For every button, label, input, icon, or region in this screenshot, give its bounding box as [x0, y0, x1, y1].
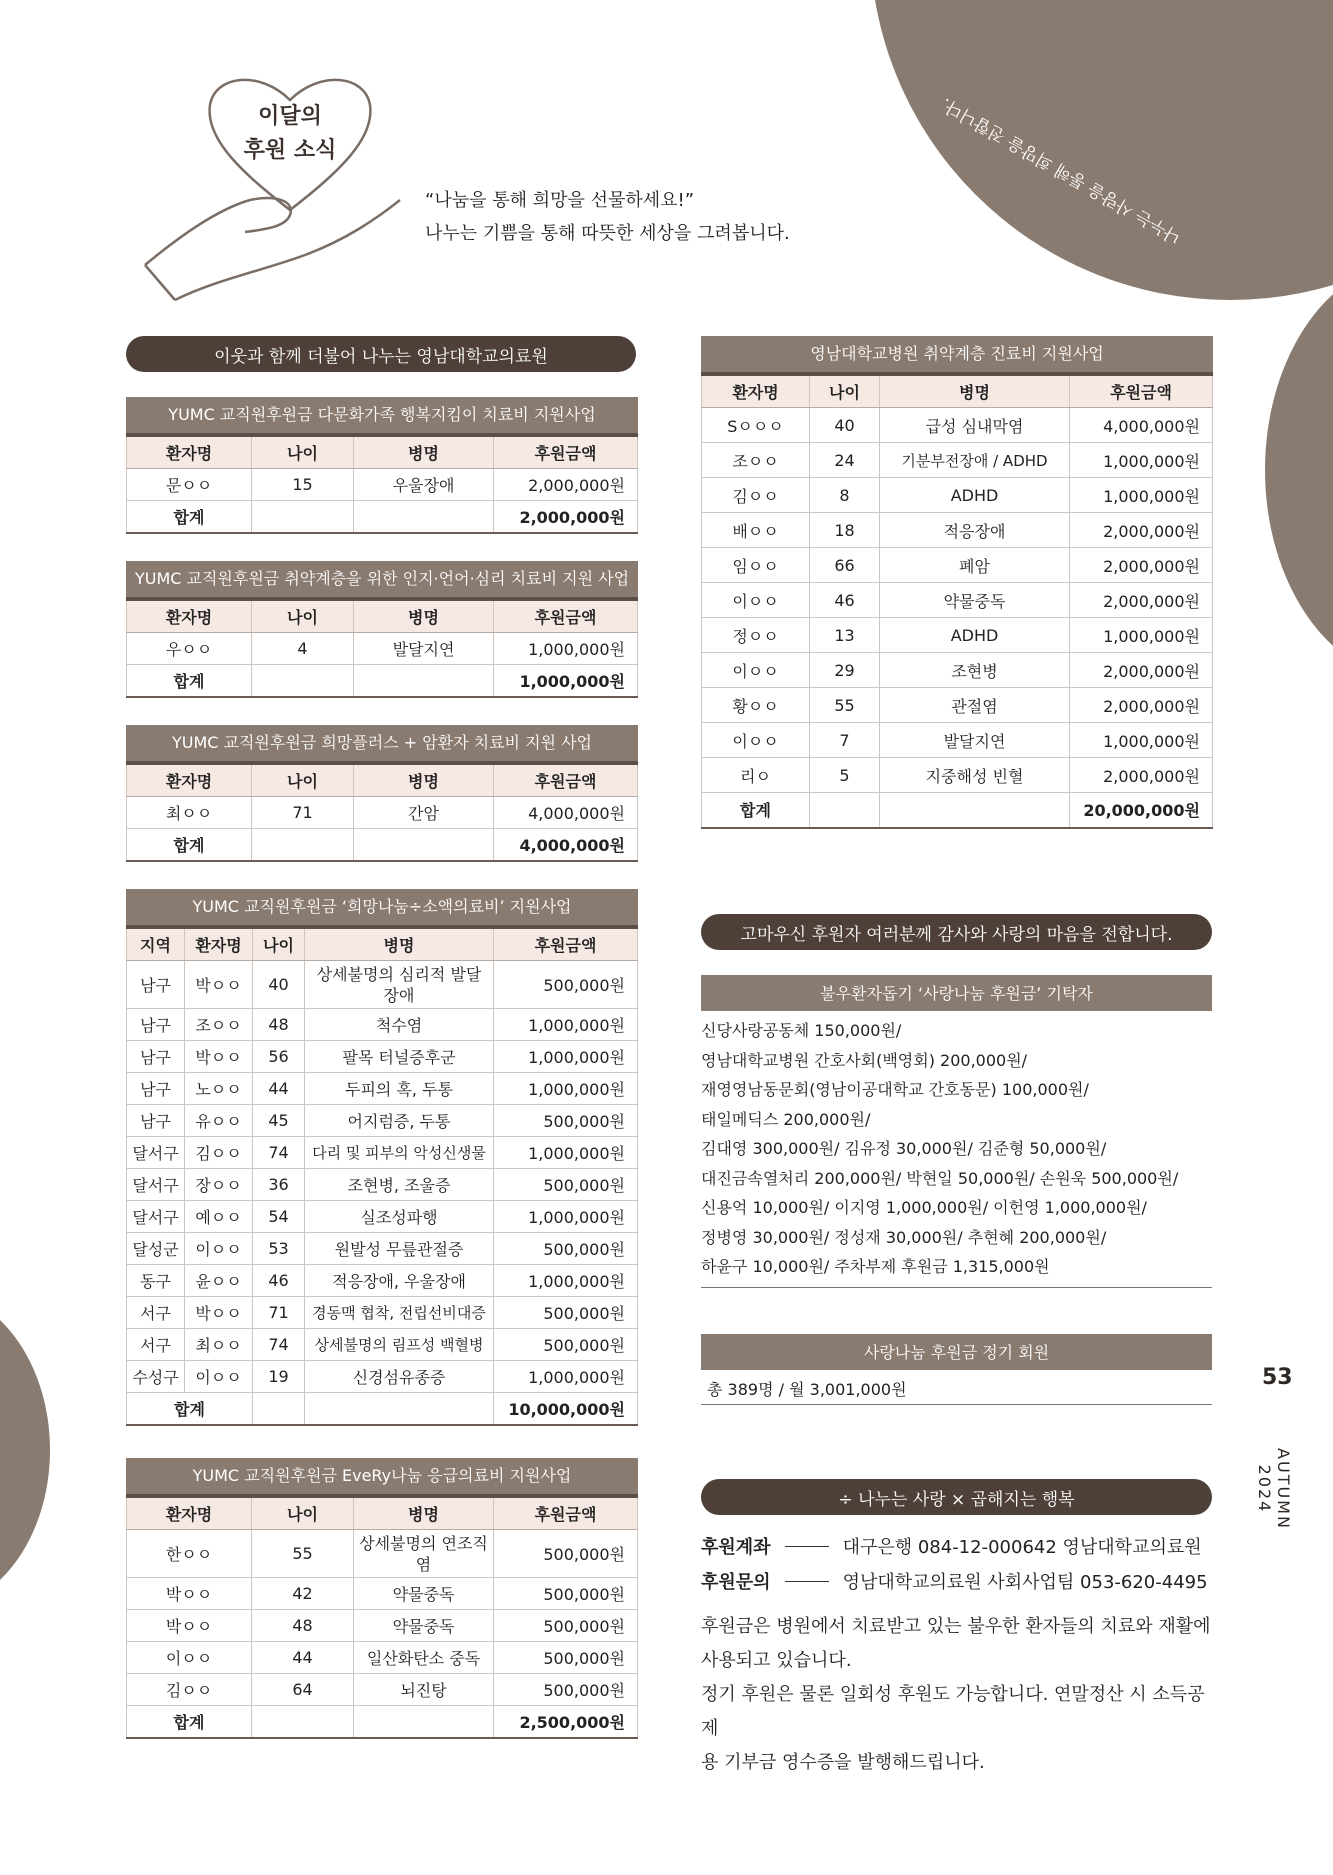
thanks-banner: 고마우신 후원자 여러분께 감사와 사랑의 마음을 전합니다.: [701, 914, 1212, 950]
diagnosis: 척수염: [305, 1009, 494, 1041]
diagnosis: 급성 심내막염: [880, 408, 1070, 443]
patient-age: 13: [810, 618, 880, 653]
total-row: [127, 829, 638, 862]
table-row: [127, 961, 638, 1009]
amount: 500,000원: [494, 961, 638, 1009]
table-multicultural: [126, 397, 638, 534]
table-cognitive-therapy: [126, 561, 638, 698]
table-vulnerable-medical-cost: [701, 336, 1213, 829]
patient-name: 우ㅇㅇ: [127, 633, 252, 665]
amount: 1,000,000원: [494, 1041, 638, 1073]
table-cancer-support: [126, 725, 638, 862]
table-title: YUMC 교직원후원금 ‘희망나눔÷소액의료비’ 지원사업: [126, 889, 638, 927]
list-item: 신당사랑공동체 150,000원/: [701, 1021, 902, 1040]
diagnosis: 우울장애: [354, 469, 494, 501]
dash-divider: [785, 1581, 829, 1582]
patient-age: 48: [252, 1610, 354, 1642]
total-amount: 2,500,000원: [494, 1706, 638, 1739]
list-item: 김대영 300,000원/ 김유정 30,000원/ 김준형 50,000원/: [701, 1139, 1107, 1158]
diagnosis: 상세불명의 심리적 발달장애: [305, 961, 494, 1009]
right-edge-curve-shape: [1265, 260, 1333, 680]
members-title: 사랑나눔 후원금 정기 회원: [701, 1334, 1212, 1368]
left-section-banner: 이웃과 함께 더불어 나누는 영남대학교의료원: [126, 336, 636, 372]
patient-age: 19: [253, 1361, 305, 1393]
table-row: [127, 1642, 638, 1674]
table-row: [127, 1201, 638, 1233]
total-amount: 1,000,000원: [494, 665, 638, 698]
patient-age: 74: [253, 1137, 305, 1169]
patient-name: 박ㅇㅇ: [185, 1041, 253, 1073]
diagnosis: 적응장애: [880, 513, 1070, 548]
heart-title: [225, 100, 355, 168]
header-cell: 후원금액: [494, 928, 638, 961]
total-row: [127, 1706, 638, 1739]
table-row: [127, 1329, 638, 1361]
table-row: [127, 1009, 638, 1041]
patient-name: 한ㅇㅇ: [127, 1530, 252, 1578]
patient-name: 윤ㅇㅇ: [185, 1265, 253, 1297]
diagnosis: 뇌진탕: [354, 1674, 494, 1706]
patient-age: 55: [810, 688, 880, 723]
diagnosis: ADHD: [880, 478, 1070, 513]
header-cell: 나이: [252, 1497, 354, 1530]
region: 남구: [127, 1073, 185, 1105]
amount: 1,000,000원: [1070, 443, 1213, 478]
table-row: [127, 1610, 638, 1642]
curve-text: 나누는 사랑을 통해 희망을 전합니다.: [937, 93, 1185, 248]
header-cell: 나이: [252, 600, 354, 633]
table-row: [127, 1169, 638, 1201]
page-number: 53: [1262, 1365, 1293, 1390]
patient-age: 4: [252, 633, 354, 665]
patient-name: 최ㅇㅇ: [185, 1329, 253, 1361]
members-bottom-rule: [701, 1404, 1212, 1405]
amount: 1,000,000원: [494, 1009, 638, 1041]
list-item: 정병영 30,000원/ 정성재 30,000원/ 추현혜 200,000원/: [701, 1227, 1107, 1247]
patient-age: 56: [253, 1041, 305, 1073]
region: 서구: [127, 1297, 185, 1329]
patient-name: 유ㅇㅇ: [185, 1105, 253, 1137]
diagnosis: 관절염: [880, 688, 1070, 723]
total-label: 합계: [127, 665, 252, 698]
header-cell: 환자명: [127, 1497, 252, 1530]
header-cell: 병명: [880, 375, 1070, 408]
amount: 500,000원: [494, 1610, 638, 1642]
table-row: [127, 1041, 638, 1073]
header-cell: 환자명: [702, 375, 810, 408]
diagnosis: 팔목 터널증후군: [305, 1041, 494, 1073]
patient-age: 36: [253, 1169, 305, 1201]
info-line: 후원금은 병원에서 치료받고 있는 불우한 환자들의 치료와 재활에: [701, 1616, 1211, 1637]
amount: 500,000원: [494, 1329, 638, 1361]
header-cell: 나이: [810, 375, 880, 408]
patient-name: 김ㅇㅇ: [127, 1674, 252, 1706]
heart-title-line-2: 후원 소식: [243, 138, 337, 163]
total-label: 합계: [702, 793, 810, 828]
header-cell: 병명: [354, 1497, 494, 1530]
list-item: 태일메딕스 200,000원/: [701, 1109, 871, 1129]
header-cell: 병명: [354, 436, 494, 469]
table-row: [702, 513, 1213, 548]
account-row: [701, 1533, 1202, 1559]
patient-age: 5: [810, 758, 880, 793]
header-cell: 나이: [252, 764, 354, 797]
region: 남구: [127, 1105, 185, 1137]
header-cell: 후원금액: [1070, 375, 1213, 408]
patient-age: 8: [810, 478, 880, 513]
amount: 500,000원: [494, 1578, 638, 1610]
left-edge-curve-shape: [0, 1290, 50, 1610]
table-row: [702, 758, 1213, 793]
diagnosis: 원발성 무릎관절증: [305, 1233, 494, 1265]
diagnosis: 신경섬유종증: [305, 1361, 494, 1393]
patient-age: 40: [253, 961, 305, 1009]
table-row: [127, 1530, 638, 1578]
diagnosis: 조현병: [880, 653, 1070, 688]
patient-age: 40: [810, 408, 880, 443]
patient-age: 7: [810, 723, 880, 758]
header-cell: 나이: [253, 928, 305, 961]
table-row: [127, 1105, 638, 1137]
account-label: 후원계좌: [701, 1537, 771, 1558]
region: 남구: [127, 1041, 185, 1073]
amount: 1,000,000원: [494, 1137, 638, 1169]
header-cell: 환자명: [127, 764, 252, 797]
patient-name: 정ㅇㅇ: [702, 618, 810, 653]
patient-age: 53: [253, 1233, 305, 1265]
header-cell: 환자명: [127, 600, 252, 633]
diagnosis: 어지럼증, 두통: [305, 1105, 494, 1137]
patient-name: 이ㅇㅇ: [185, 1233, 253, 1265]
list-item: 재영영남동문회(영남이공대학교 간호동문) 100,000원/: [701, 1080, 1089, 1099]
donors-title: 불우환자돕기 ‘사랑나눔 후원금’ 기탁자: [701, 975, 1212, 1009]
header-cell: 환자명: [185, 928, 253, 961]
table-title: 영남대학교병원 취약계층 진료비 지원사업: [701, 336, 1213, 374]
amount: 4,000,000원: [494, 797, 638, 829]
table-row: [702, 618, 1213, 653]
donor-list: [701, 1016, 1212, 1282]
table-row: [127, 1361, 638, 1393]
amount: 1,000,000원: [494, 1361, 638, 1393]
patient-name: 김ㅇㅇ: [185, 1137, 253, 1169]
header-cell: 후원금액: [494, 436, 638, 469]
header-cell: 나이: [252, 436, 354, 469]
patient-name: 박ㅇㅇ: [127, 1578, 252, 1610]
total-label: 합계: [127, 1393, 253, 1426]
header-cell: 병명: [354, 764, 494, 797]
amount: 1,000,000원: [494, 1073, 638, 1105]
header-cell: 후원금액: [494, 600, 638, 633]
patient-age: 24: [810, 443, 880, 478]
amount: 500,000원: [494, 1297, 638, 1329]
total-row: [127, 665, 638, 698]
amount: 2,000,000원: [1070, 758, 1213, 793]
patient-name: 배ㅇㅇ: [702, 513, 810, 548]
diagnosis: 간암: [354, 797, 494, 829]
diagnosis: ADHD: [880, 618, 1070, 653]
dash-divider: [785, 1546, 829, 1547]
amount: 1,000,000원: [494, 1201, 638, 1233]
info-line: 용 기부금 영수증을 발행해드립니다.: [701, 1752, 985, 1773]
patient-age: 55: [252, 1530, 354, 1578]
members-title-underline: [701, 1368, 1212, 1370]
amount: 1,000,000원: [1070, 478, 1213, 513]
amount: 2,000,000원: [1070, 583, 1213, 618]
table-row: [127, 1674, 638, 1706]
diagnosis: 발달지연: [880, 723, 1070, 758]
amount: 2,000,000원: [1070, 688, 1213, 723]
diagnosis: 일산화탄소 중독: [354, 1642, 494, 1674]
patient-age: 74: [253, 1329, 305, 1361]
patient-name: 임ㅇㅇ: [702, 548, 810, 583]
patient-name: 리ㅇ: [702, 758, 810, 793]
region: 수성구: [127, 1361, 185, 1393]
patient-name: 조ㅇㅇ: [702, 443, 810, 478]
patient-name: 이ㅇㅇ: [127, 1642, 252, 1674]
table-row: [702, 548, 1213, 583]
amount: 500,000원: [494, 1105, 638, 1137]
patient-age: 64: [252, 1674, 354, 1706]
list-item: 하윤구 10,000원/ 주차부제 후원금 1,315,000원: [701, 1257, 1050, 1276]
patient-age: 45: [253, 1105, 305, 1137]
subline-text: 나누는 기쁨을 통해 따뜻한 세상을 그려봅니다.: [425, 223, 790, 244]
table-title: YUMC 교직원후원금 EveRy나눔 응급의료비 지원사업: [126, 1458, 638, 1496]
header-cell: 지역: [127, 928, 185, 961]
table-row: [702, 583, 1213, 618]
patient-age: 66: [810, 548, 880, 583]
patient-name: 황ㅇㅇ: [702, 688, 810, 723]
sharing-banner: ÷ 나누는 사랑 × 곱해지는 행복: [701, 1479, 1212, 1515]
amount: 1,000,000원: [494, 633, 638, 665]
diagnosis: 두피의 혹, 두통: [305, 1073, 494, 1105]
amount: 4,000,000원: [1070, 408, 1213, 443]
total-label: 합계: [127, 1706, 252, 1739]
amount: 2,000,000원: [1070, 548, 1213, 583]
patient-name: 이ㅇㅇ: [702, 583, 810, 618]
members-summary: 총 389명 / 월 3,001,000원: [707, 1380, 907, 1399]
amount: 2,000,000원: [1070, 513, 1213, 548]
amount: 1,000,000원: [1070, 618, 1213, 653]
table-row: [127, 1073, 638, 1105]
patient-name: 이ㅇㅇ: [702, 723, 810, 758]
total-amount: 20,000,000원: [1070, 793, 1213, 828]
contact-row: [701, 1568, 1208, 1594]
table-title: YUMC 교직원후원금 희망플러스 + 암환자 치료비 지원 사업: [126, 725, 638, 763]
patient-age: 18: [810, 513, 880, 548]
diagnosis: 실조성파행: [305, 1201, 494, 1233]
patient-name: 조ㅇㅇ: [185, 1009, 253, 1041]
table-row: [127, 1137, 638, 1169]
diagnosis: 적응장애, 우울장애: [305, 1265, 494, 1297]
table-row: [702, 688, 1213, 723]
table-row: [702, 653, 1213, 688]
total-amount: 10,000,000원: [494, 1393, 638, 1426]
region: 달서구: [127, 1201, 185, 1233]
patient-age: 46: [810, 583, 880, 618]
season-label: AUTUMN 2024: [1255, 1448, 1293, 1530]
patient-age: 44: [252, 1642, 354, 1674]
patient-age: 42: [252, 1578, 354, 1610]
patient-name: 이ㅇㅇ: [702, 653, 810, 688]
table-row: [127, 469, 638, 501]
total-row: [127, 1393, 638, 1426]
region: 남구: [127, 1009, 185, 1041]
diagnosis: 지중해성 빈혈: [880, 758, 1070, 793]
donors-title-underline: [701, 1009, 1212, 1011]
table-title: YUMC 교직원후원금 취약계층을 위한 인지·언어·심리 치료비 지원 사업: [126, 561, 638, 599]
table-small-medical-cost: [126, 889, 638, 1426]
total-row: [702, 793, 1213, 828]
region: 달서구: [127, 1169, 185, 1201]
amount: 500,000원: [494, 1642, 638, 1674]
diagnosis: 발달지연: [354, 633, 494, 665]
top-right-curve-shape: [870, 0, 1333, 300]
table-row: [127, 633, 638, 665]
diagnosis: 상세불명의 림프성 백혈병: [305, 1329, 494, 1361]
amount: 500,000원: [494, 1233, 638, 1265]
region: 달성군: [127, 1233, 185, 1265]
total-amount: 2,000,000원: [494, 501, 638, 534]
patient-name: 문ㅇㅇ: [127, 469, 252, 501]
total-label: 합계: [127, 501, 252, 534]
diagnosis: 약물중독: [354, 1610, 494, 1642]
header-cell: 환자명: [127, 436, 252, 469]
patient-name: Sㅇㅇㅇ: [702, 408, 810, 443]
contact-value: 영남대학교의료원 사회사업팀 053-620-4495: [842, 1572, 1208, 1593]
info-description: [701, 1610, 1221, 1780]
total-row: [127, 501, 638, 534]
account-value: 대구은행 084-12-000642 영남대학교의료원: [842, 1537, 1202, 1558]
patient-age: 44: [253, 1073, 305, 1105]
patient-age: 46: [253, 1265, 305, 1297]
table-title: YUMC 교직원후원금 다문화가족 행복지킴이 치료비 지원사업: [126, 397, 638, 435]
donors-bottom-rule: [701, 1287, 1212, 1288]
patient-age: 29: [810, 653, 880, 688]
heart-title-line-1: 이달의: [258, 104, 322, 129]
quote-text: “나눔을 통해 희망을 선물하세요!”: [425, 190, 695, 211]
patient-name: 장ㅇㅇ: [185, 1169, 253, 1201]
table-row: [127, 1297, 638, 1329]
list-item: 영남대학교병원 간호사회(백영회) 200,000원/: [701, 1050, 1028, 1070]
header-cell: 병명: [354, 600, 494, 633]
table-emergency-medical: [126, 1458, 638, 1739]
diagnosis: 다리 및 피부의 악성신생물: [305, 1137, 494, 1169]
table-row: [127, 1233, 638, 1265]
info-line: 사용되고 있습니다.: [701, 1650, 852, 1671]
region: 동구: [127, 1265, 185, 1297]
table-row: [127, 1578, 638, 1610]
diagnosis: 경동맥 협착, 전립선비대증: [305, 1297, 494, 1329]
table-row: [702, 408, 1213, 443]
info-line: 정기 후원은 물론 일회성 후원도 가능합니다. 연말정산 시 소득공제: [701, 1684, 1205, 1739]
diagnosis: 조현병, 조울증: [305, 1169, 494, 1201]
contact-label: 후원문의: [701, 1572, 771, 1593]
header-cell: 후원금액: [494, 1497, 638, 1530]
amount: 1,000,000원: [1070, 723, 1213, 758]
region: 남구: [127, 961, 185, 1009]
table-row: [702, 478, 1213, 513]
table-row: [702, 723, 1213, 758]
patient-name: 김ㅇㅇ: [702, 478, 810, 513]
amount: 500,000원: [494, 1530, 638, 1578]
header-cell: 후원금액: [494, 764, 638, 797]
total-amount: 4,000,000원: [494, 829, 638, 862]
region: 서구: [127, 1329, 185, 1361]
patient-age: 15: [252, 469, 354, 501]
diagnosis: 약물중독: [880, 583, 1070, 618]
patient-name: 박ㅇㅇ: [185, 961, 253, 1009]
amount: 2,000,000원: [1070, 653, 1213, 688]
patient-name: 박ㅇㅇ: [127, 1610, 252, 1642]
patient-age: 71: [253, 1297, 305, 1329]
patient-age: 48: [253, 1009, 305, 1041]
patient-age: 71: [252, 797, 354, 829]
diagnosis: 기분부전장애 / ADHD: [880, 443, 1070, 478]
region: 달서구: [127, 1137, 185, 1169]
amount: 1,000,000원: [494, 1265, 638, 1297]
list-item: 신용억 10,000원/ 이지영 1,000,000원/ 이헌영 1,000,000원/: [701, 1198, 1147, 1217]
patient-name: 예ㅇㅇ: [185, 1201, 253, 1233]
patient-name: 최ㅇㅇ: [127, 797, 252, 829]
amount: 2,000,000원: [494, 469, 638, 501]
diagnosis: 폐암: [880, 548, 1070, 583]
list-item: 대진금속열처리 200,000원/ 박현일 50,000원/ 손원욱 500,000원/: [701, 1168, 1179, 1188]
total-label: 합계: [127, 829, 252, 862]
diagnosis: 상세불명의 연조직염: [354, 1530, 494, 1578]
table-row: [702, 443, 1213, 478]
diagnosis: 약물중독: [354, 1578, 494, 1610]
patient-age: 54: [253, 1201, 305, 1233]
patient-name: 이ㅇㅇ: [185, 1361, 253, 1393]
table-row: [127, 797, 638, 829]
amount: 500,000원: [494, 1674, 638, 1706]
patient-name: 노ㅇㅇ: [185, 1073, 253, 1105]
patient-name: 박ㅇㅇ: [185, 1297, 253, 1329]
header-cell: 병명: [305, 928, 494, 961]
table-row: [127, 1265, 638, 1297]
amount: 500,000원: [494, 1169, 638, 1201]
